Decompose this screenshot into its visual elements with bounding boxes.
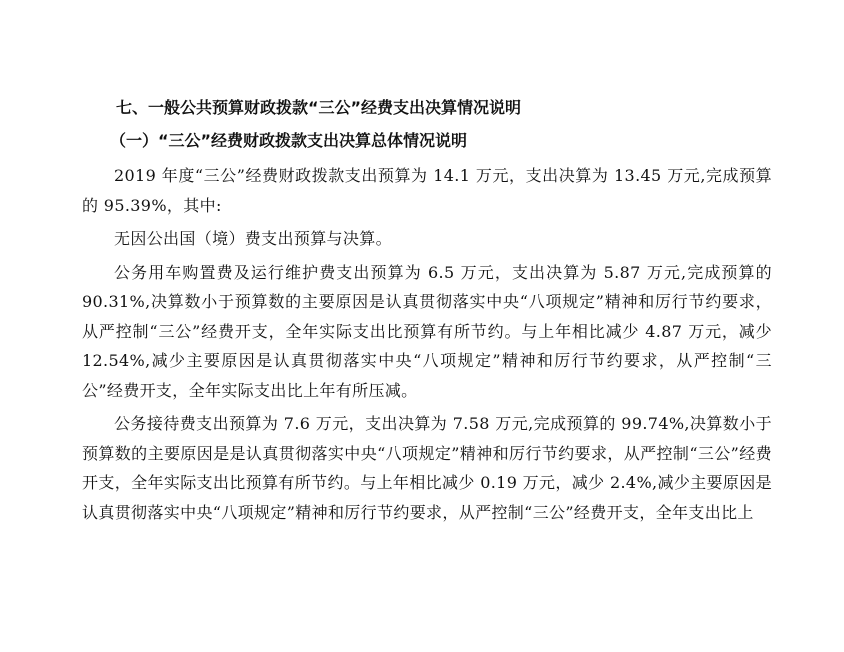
- section-title: 七、一般公共预算财政拨款“三公”经费支出决算情况说明: [116, 98, 522, 117]
- paragraph-overseas: 无因公出国（境）费支出预算与决算。: [114, 229, 392, 248]
- paragraph-reception: 公务接待费支出预算为 7.6 万元，支出决算为 7.58 万元,完成预算的 99.74%,决算数小于预算数的主要原因是是认真贯彻落实中央“八项规定”精神和厉行节约要求，从严控制“三公”经费开支，全年实际支出比预算有所节约。与上年相比减少 0.19 万元，减少 2.4%,减少主要原因是认真贯彻落实中央“八项规定”精神和厉行节约要求，从严控制“三公”经费开支，全年支出比上: [82, 414, 772, 522]
- section-subtitle: （一）“三公”经费财政拨款支出决算总体情况说明: [110, 131, 468, 150]
- paragraph-vehicles: 公务用车购置费及运行维护费支出预算为 6.5 万元，支出决算为 5.87 万元,完成预算的 90.31%,决算数小于预算数的主要原因是认真贯彻落实中央“八项规定”精神和厉行节约要求，从严控制“三公”经费开支，全年实际支出比预算有所节约。与上年相比减少 4.87 万元，减少 12.54%,减少主要原因是认真贯彻落实中央“八项规定”精神和厉行节约要求，从严控制“三公”经费开支，全年实际支出比上年有所压减。: [82, 262, 772, 400]
- paragraph-overview: 2019 年度“三公”经费财政拨款支出预算为 14.1 万元，支出决算为 13.45 万元,完成预算的 95.39%，其中:: [82, 166, 772, 215]
- document-body: [82, 98, 772, 531]
